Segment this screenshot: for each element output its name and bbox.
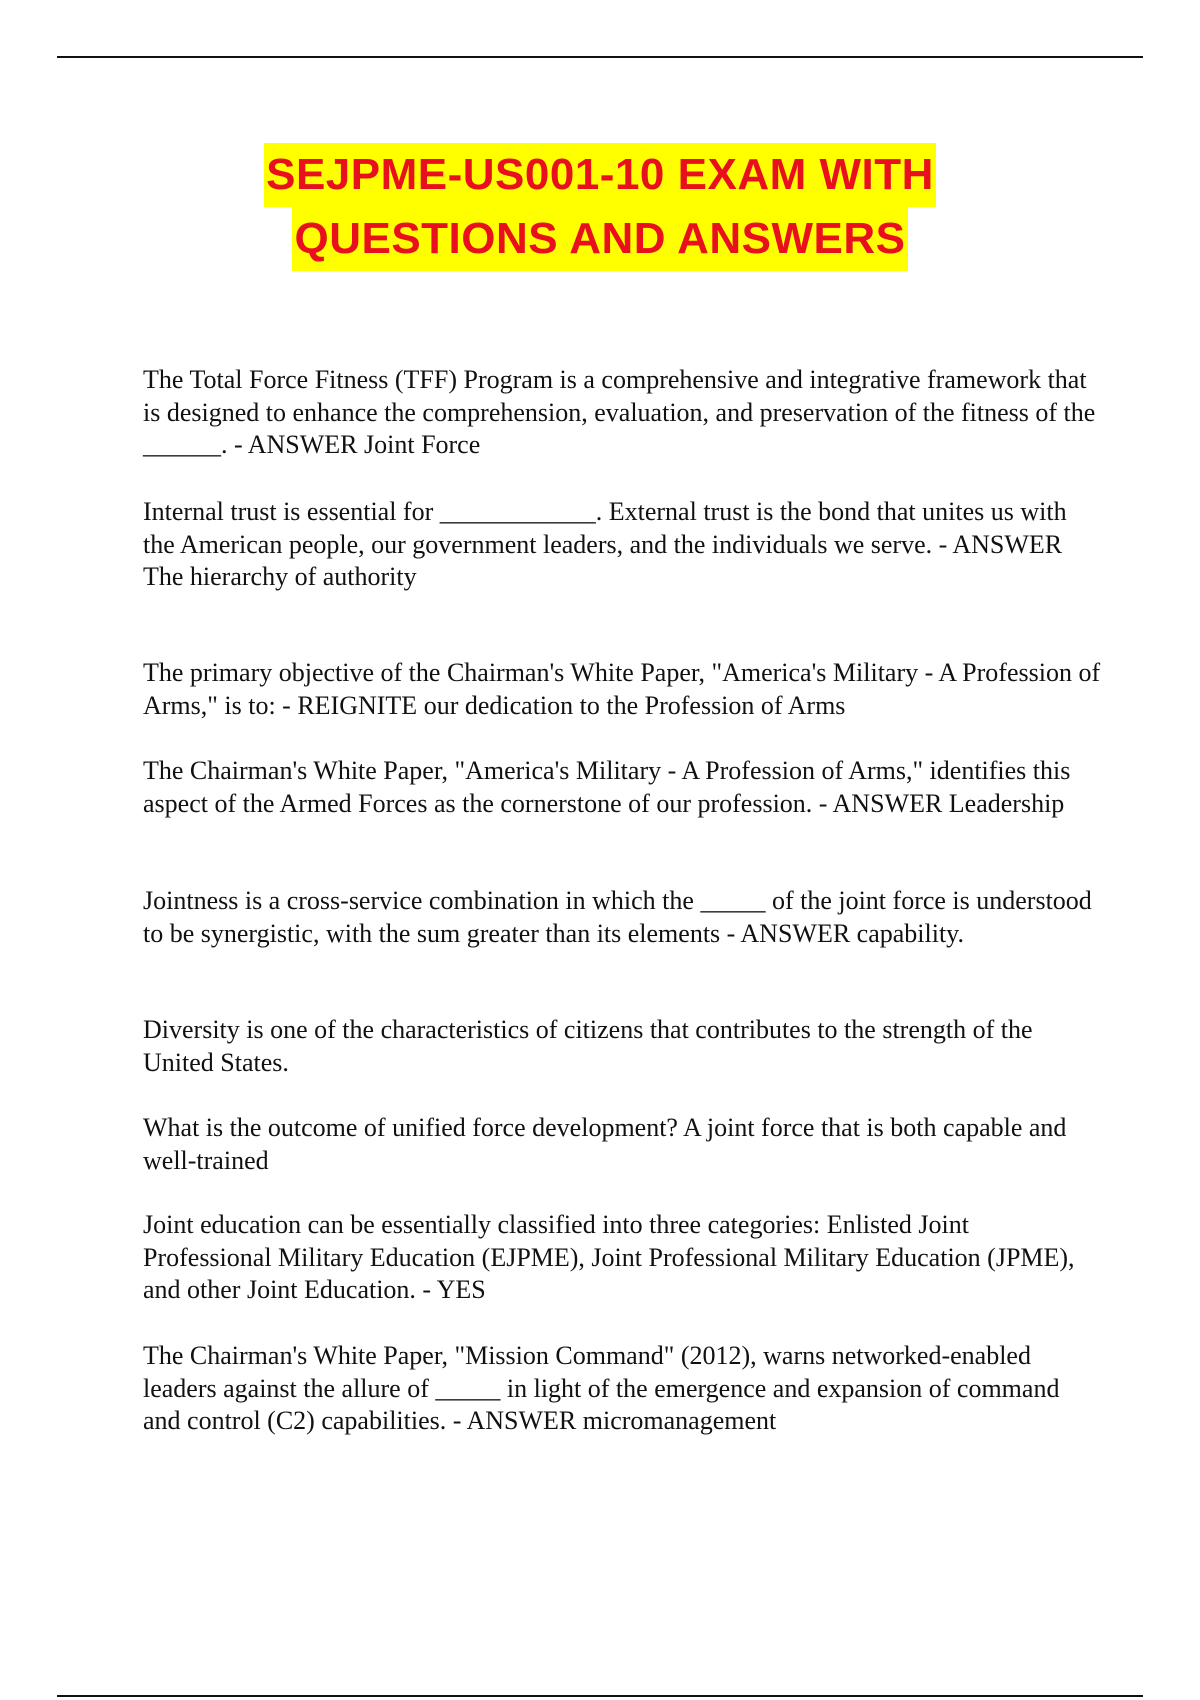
qa-item-8: Joint education can be essentially classified into three categories: Enlisted Joint Professional Military Education (EJPME), Joint Professional Military Education (JPME), and other Joint Education. - YES (143, 1210, 1075, 1304)
qa-item-7: What is the outcome of unified force development? A joint force that is both capable and well-trained (143, 1113, 1067, 1175)
top-rule (57, 56, 1143, 58)
qa-item-4: The Chairman's White Paper, "America's Military - A Profession of Arms," identifies this aspect of the Armed Forces as the cornerstone of our profession. - ANSWER Leadership (143, 756, 1071, 818)
bottom-rule (57, 1695, 1143, 1697)
document-title (0, 143, 1200, 271)
qa-item-3: The primary objective of the Chairman's White Paper, "America's Military - A Profession of Arms," is to: - REIGNITE our dedication to the Profession of Arms (143, 658, 1101, 720)
title-line-1: SEJPME-US001-10 EXAM WITH (264, 143, 936, 207)
qa-item-5: Jointness is a cross-service combination in which the _____ of the joint force is understood to be synergistic, with the sum greater than its elements - ANSWER capability. (143, 886, 1092, 948)
qa-item-2: Internal trust is essential for ____________. External trust is the bond that unites us with the American people, our government leaders, and the individuals we serve. - ANSWER The hierarchy of authority (143, 497, 1067, 591)
qa-item-9: The Chairman's White Paper, "Mission Command" (2012), warns networked-enabled leaders against the allure of _____ in light of the emergence and expansion of command and control (C2) capabilities. - ANSWER micromanagement (143, 1341, 1060, 1435)
qa-item-1: The Total Force Fitness (TFF) Program is a comprehensive and integrative framework that is designed to enhance the comprehension, evaluation, and preservation of the fitness of the ______. - ANSWER Joint Force (143, 365, 1096, 459)
qa-item-6: Diversity is one of the characteristics of citizens that contributes to the strength of the United States. (143, 1015, 1033, 1077)
title-line-2: QUESTIONS AND ANSWERS (292, 207, 907, 271)
